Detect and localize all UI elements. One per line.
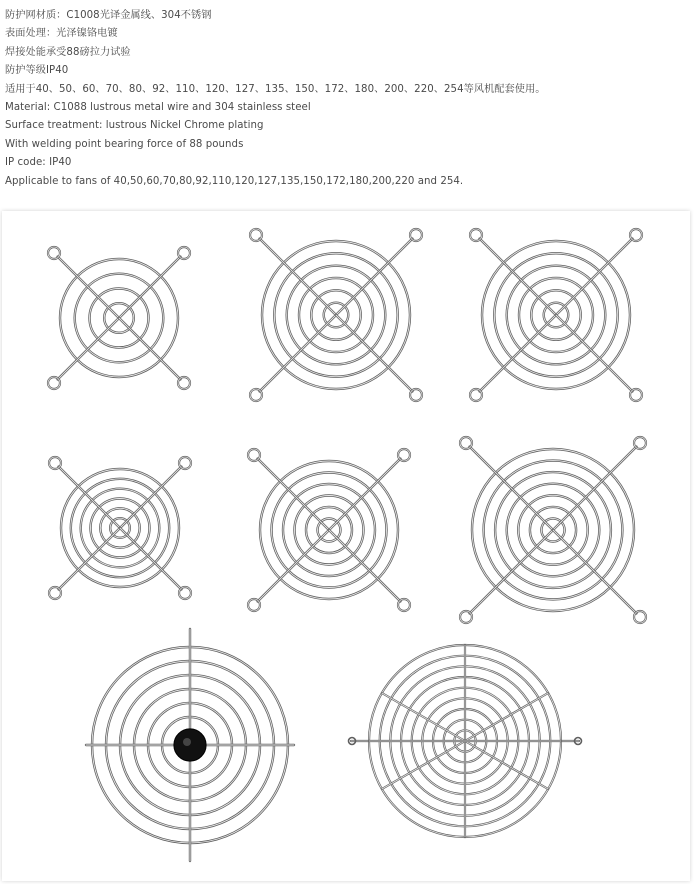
fan-guard-3 xyxy=(468,227,644,403)
fan-guard-7 xyxy=(82,627,298,863)
product-photo-panel xyxy=(2,211,690,881)
spec-line-weld-en: With welding point bearing force of 88 pounds xyxy=(5,138,244,150)
spec-line-surface-en: Surface treatment: lustrous Nickel Chrome plating xyxy=(5,120,264,132)
fan-guard-6 xyxy=(458,435,648,625)
spec-line-surface-cn: 表面处理：光泽镍铬电镀 xyxy=(5,28,118,40)
fan-guard-1 xyxy=(46,245,192,391)
spec-line-weld-cn: 焊接处能承受88磅拉力试验 xyxy=(5,46,131,58)
fan-guard-8 xyxy=(347,641,583,841)
fan-guard-4 xyxy=(47,455,193,601)
spec-line-ip-cn: 防护等级IP40 xyxy=(5,65,69,77)
spec-text-block xyxy=(5,7,695,191)
fan-guard-5 xyxy=(246,447,412,613)
spec-line-ip-en: IP code: IP40 xyxy=(5,157,72,169)
spec-line-sizes-en: Applicable to fans of 40,50,60,70,80,92,110,120,127,135,150,172,180,200,220 and 254. xyxy=(5,175,464,187)
spec-line-material-cn: 防护网材质：C1008光译金属线、304不锈钢 xyxy=(5,10,212,21)
spec-line-sizes-cn: 适用于40、50、60、70、80、92、110、120、127、135、150、172、180、200、220、254等风机配套使用。 xyxy=(5,83,546,95)
fan-guard-2 xyxy=(248,227,424,403)
spec-line-material-en: Material: C1088 lustrous metal wire and 304 stainless steel xyxy=(5,102,311,114)
